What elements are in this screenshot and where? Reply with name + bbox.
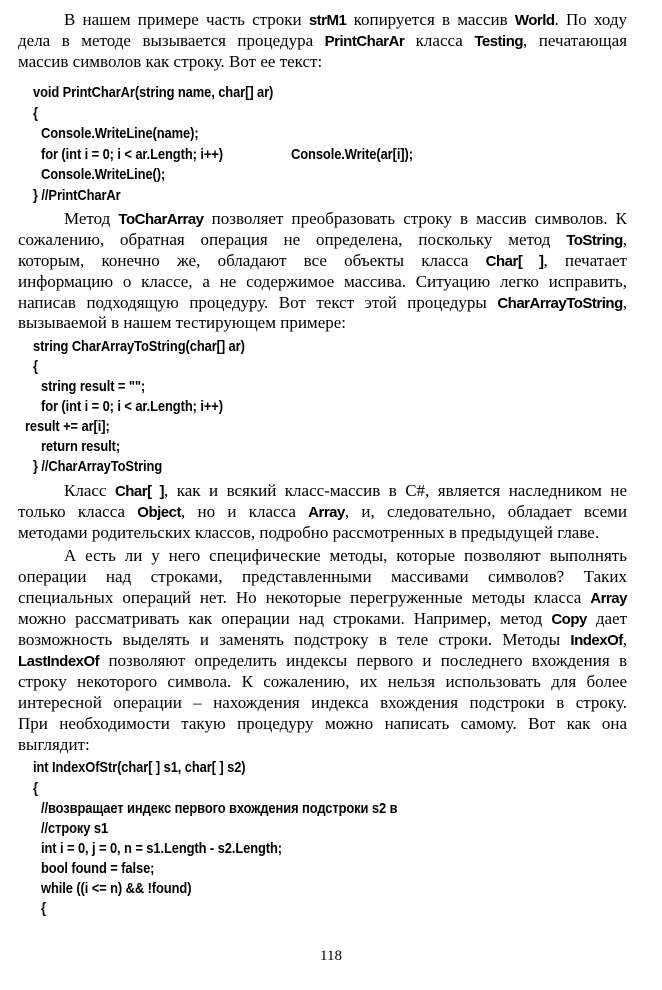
- code-line: //возвращает индекс первого вхождения подстроки s2 в: [41, 800, 398, 817]
- paragraph-3-line-3: методами родительских классов, подробно рассмотренных в предыдущей главе.: [18, 523, 600, 542]
- page-number: 118: [320, 948, 342, 964]
- paragraph-2-line-1: Метод ToCharArray позволяет преобразовать строку в массив символов. К: [64, 209, 627, 228]
- code-line: Console.WriteLine();: [41, 166, 166, 183]
- paragraph-4-line-3: специальных операций нет. Но некоторые перегруженные методы класса Array: [18, 588, 627, 607]
- code-line: for (int i = 0; i < ar.Length; i++): [41, 146, 223, 163]
- code-line: int IndexOfStr(char[ ] s1, char[ ] s2): [33, 759, 246, 776]
- paragraph-4-line-5: возможность выделять и заменять подстроку в теле строки. Методы IndexOf,: [18, 630, 627, 649]
- code-line: Console.Write(ar[i]);: [291, 146, 413, 163]
- paragraph-1-line-3: массив символов как строку. Вот ее текст:: [18, 52, 323, 71]
- paragraph-4-line-9: При необходимости такую процедуру можно написать самому. Вот как она: [18, 714, 627, 733]
- paragraph-4-line-8: интересной операции – нахождения индекса вхождения подстроки в строку.: [18, 693, 627, 712]
- code-line: void PrintCharAr(string name, char[] ar): [33, 84, 274, 101]
- code-line: {: [33, 780, 38, 797]
- code-line: while ((i <= n) && !found): [41, 880, 192, 897]
- paragraph-2-line-3: которым, конечно же, обладают все объекты класса Char[ ], печатает: [18, 251, 627, 270]
- paragraph-4-line-2: операции над строками, представленными массивами символов? Таких: [18, 567, 627, 586]
- code-line: {: [33, 358, 38, 375]
- paragraph-4-line-7: строку некоторого символа. К сожалению, их нельзя использовать для более: [18, 672, 627, 691]
- code-line: return result;: [41, 438, 121, 455]
- paragraph-4-line-6: LastIndexOf позволяют определить индексы первого и последнего вхождения в: [18, 651, 627, 670]
- paragraph-4-line-4: можно рассматривать как операции над строками. Например, метод Copy дает: [18, 609, 627, 628]
- code-line: string CharArrayToString(char[] ar): [33, 338, 245, 355]
- paragraph-2-line-6: вызываемой в нашем тестирующем примере:: [18, 313, 347, 332]
- paragraph-4-line-1: А есть ли у него специфические методы, которые позволяют выполнять: [64, 546, 627, 565]
- paragraph-2-line-5: написав подходящую процедуру. Вот текст этой процедуры CharArrayToString,: [18, 293, 627, 312]
- paragraph-1-line-2: дела в методе вызывается процедура PrintCharAr класса Testing, печатающая: [18, 31, 628, 50]
- code-line: {: [41, 900, 46, 917]
- code-line: bool found = false;: [41, 860, 155, 877]
- code-line: int i = 0, j = 0, n = s1.Length - s2.Length;: [41, 840, 283, 857]
- paragraph-2-line-4: информацию о классе, а не содержимое массива. Ситуацию легко исправить,: [18, 272, 627, 291]
- code-line: //строку s1: [41, 820, 109, 837]
- code-line: } //PrintCharAr: [33, 187, 121, 204]
- code-line: {: [33, 105, 38, 122]
- code-line: } //CharArrayToString: [33, 458, 163, 475]
- paragraph-3-line-2: только класса Object, но и класса Array, и, следовательно, обладает всеми: [18, 502, 628, 521]
- paragraph-3-line-1: Класс Char[ ], как и всякий класс-массив в C#, является наследником не: [64, 481, 627, 500]
- paragraph-2-line-2: сожалению, обратная операция не определена, поскольку метод ToString,: [18, 230, 627, 249]
- paragraph-1-line-1: В нашем примере часть строки strM1 копируется в массив World. По ходу: [64, 10, 628, 29]
- code-line: Console.WriteLine(name);: [41, 125, 199, 142]
- code-line: result += ar[i];: [25, 418, 110, 435]
- code-line: string result = "";: [41, 378, 146, 395]
- code-line: for (int i = 0; i < ar.Length; i++): [41, 398, 223, 415]
- paragraph-4-line-10: выглядит:: [18, 735, 90, 754]
